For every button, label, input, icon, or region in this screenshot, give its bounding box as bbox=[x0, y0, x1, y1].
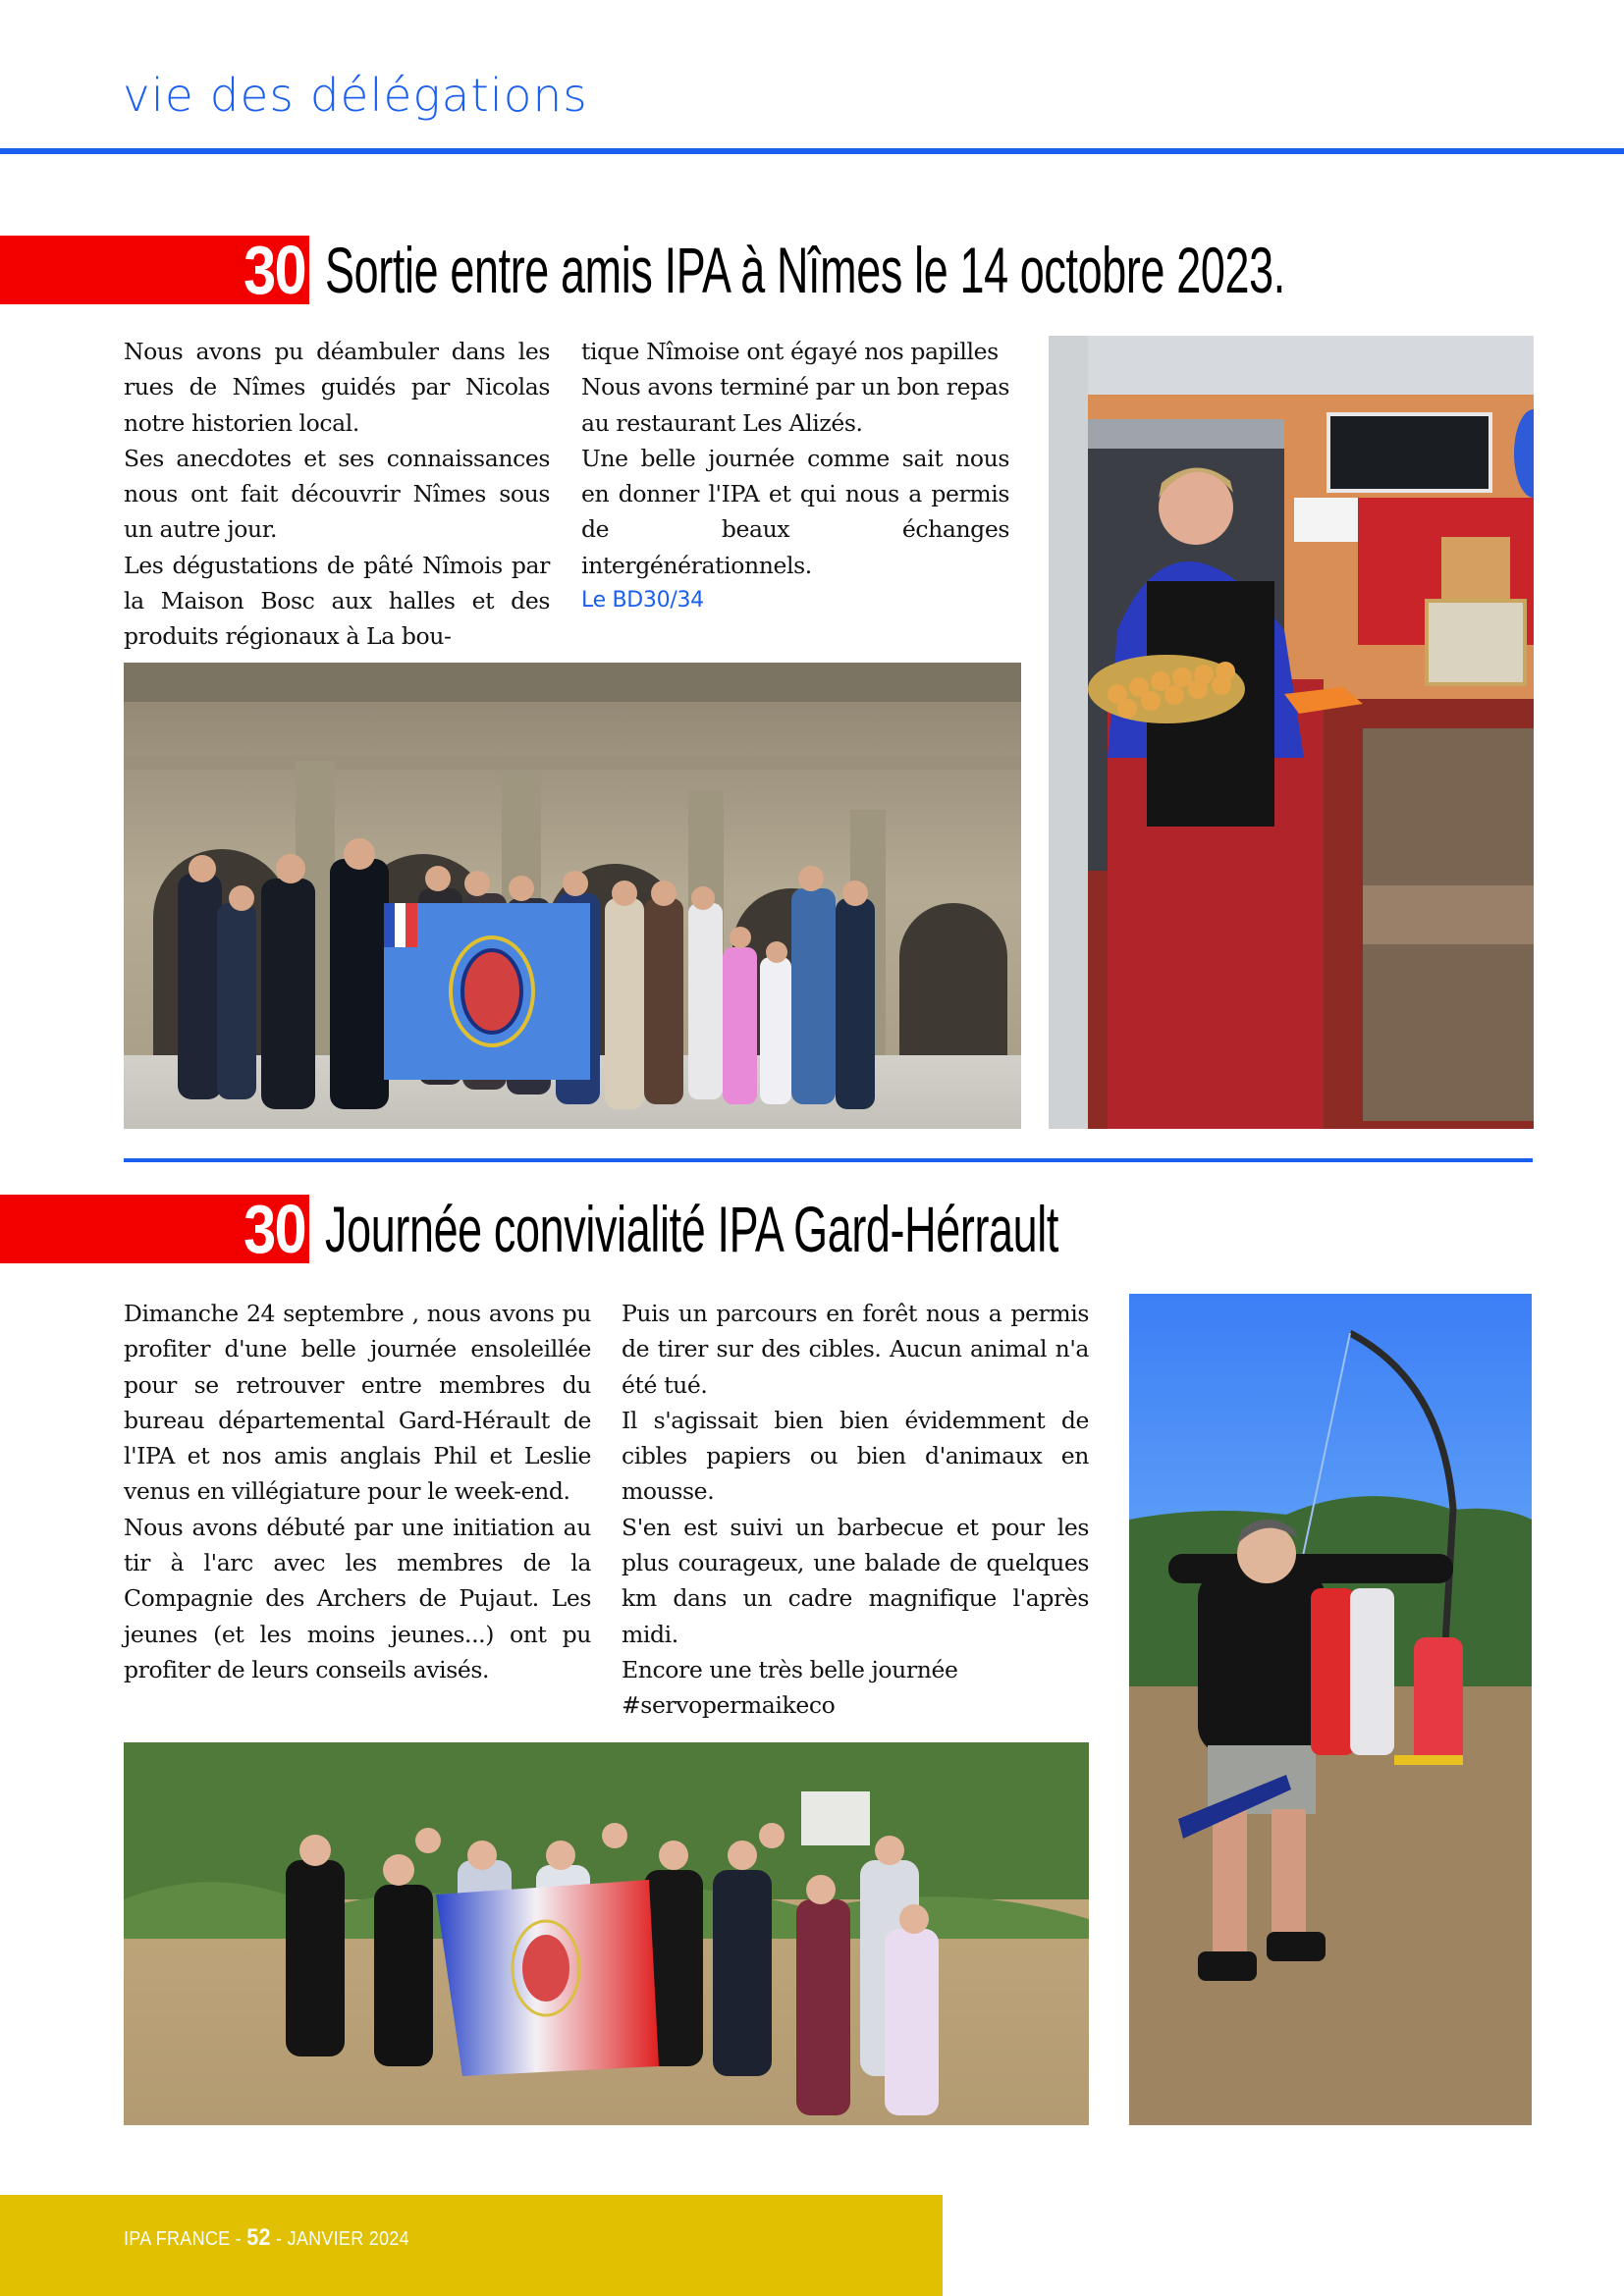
footer-band bbox=[0, 2195, 943, 2296]
article-column-2 bbox=[581, 334, 1009, 618]
paragraph: tique Nîmoise ont égayé nos papilles bbox=[581, 338, 999, 365]
paragraph: Puis un parcours en forêt nous a permis de tirer sur des cibles. Aucun animal n'a été tué. bbox=[622, 1300, 1089, 1399]
group-photo-arenes-nimes bbox=[124, 663, 1021, 1129]
paragraph: Nous avons terminé par un bon repas au restaurant Les Alizés. bbox=[581, 373, 1009, 437]
article-signature: Le BD30/34 bbox=[581, 588, 704, 614]
department-badge bbox=[0, 232, 309, 308]
paragraph: Les dégustations de pâté Nîmois par la Maison Bosc aux halles et des produits régionaux à La bou- bbox=[124, 551, 550, 651]
section-label: vie des délégations bbox=[123, 69, 588, 122]
article-column-2 bbox=[622, 1296, 1089, 1724]
paragraph: Dimanche 24 septembre , nous avons pu profiter d'une belle journée ensoleillée pour se retrouver entre membres du bureau départemental Gard-Hérault de l'IPA et nos amis anglais Phil et Leslie venus en villégiature pour le week-end. bbox=[124, 1300, 591, 1506]
article-title: Sortie entre amis IPA à Nîmes le 14 octobre 2023. bbox=[325, 234, 1285, 306]
paragraph: S'en est suivi un barbecue et pour les plus courageux, une balade de quelques km dans un cadre magnifique l'après midi. bbox=[622, 1513, 1089, 1648]
photo-maison-bosc-shop bbox=[1049, 336, 1534, 1129]
paragraph: Nous avons débuté par une initiation au tir à l'arc avec les membres de la Compagnie des Archers de Pujaut. Les jeunes (et les moins jeunes...) ont pu profiter de leurs conseils avisés. bbox=[124, 1513, 591, 1683]
article-title: Journée convivialité IPA Gard-Hérrault bbox=[325, 1193, 1059, 1265]
group-photo-archery-range bbox=[124, 1742, 1089, 2125]
department-number: 30 bbox=[244, 232, 305, 308]
header-rule bbox=[0, 148, 1624, 154]
department-badge bbox=[0, 1191, 309, 1267]
paragraph: Une belle journée comme sait nous en donner l'IPA et qui nous a permis de beaux échanges intergénérationnels. bbox=[581, 444, 1009, 579]
paragraph: Nous avons pu déambuler dans les rues de Nîmes guidés par Nicolas notre historien local. bbox=[124, 338, 550, 437]
section-divider bbox=[124, 1158, 1533, 1162]
paragraph: Encore une très belle journée bbox=[622, 1655, 958, 1683]
paragraph: Ses anecdotes et ses connaissances nous ont fait découvrir Nîmes sous un autre jour. bbox=[124, 444, 550, 544]
department-number: 30 bbox=[244, 1191, 305, 1267]
issue-date: - JANVIER 2024 bbox=[270, 2228, 409, 2250]
footer-text bbox=[124, 2224, 409, 2252]
article-column-1 bbox=[124, 334, 550, 655]
article-column-1 bbox=[124, 1296, 591, 1687]
paragraph: #servopermaikeco bbox=[622, 1691, 836, 1720]
paragraph: Il s'agissait bien bien évidemment de cibles papiers ou bien d'animaux en mousse. bbox=[622, 1406, 1089, 1506]
publication-name: IPA FRANCE - bbox=[124, 2228, 247, 2250]
page-number: 52 bbox=[246, 2224, 271, 2251]
photo-archer-drawing-bow bbox=[1129, 1294, 1532, 2125]
